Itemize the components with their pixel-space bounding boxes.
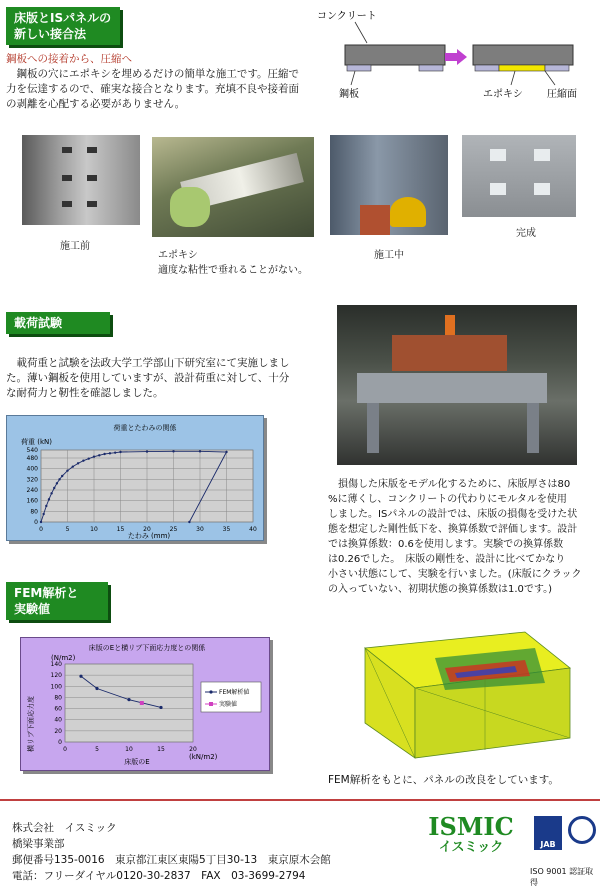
company-name: 株式会社 イスミック <box>12 822 117 834</box>
chart2-point <box>79 675 82 678</box>
steel-plate-after-right <box>545 65 569 71</box>
chart1-point <box>103 453 105 455</box>
logo-text: ISMIC <box>428 812 514 841</box>
chart2-xlabel: 床版のE <box>124 758 150 766</box>
chart1-point <box>66 469 68 471</box>
chart1-xtick: 10 <box>90 526 98 533</box>
description-line: %に薄くし、コンクリートの代わりにモルタルを使用 <box>328 494 567 505</box>
fem-caption: FEM解析をもとに、パネルの改良をしています。 <box>328 774 559 786</box>
joint-body-line: 鋼板の穴にエポキシを埋めるだけの簡単な施工です。圧縮で <box>6 68 300 80</box>
load-deflection-chart <box>6 415 264 541</box>
chart2-legend-label: 実験値 <box>219 701 238 708</box>
chart1-ytick: 240 <box>26 487 38 494</box>
photo-before-construction <box>22 135 140 225</box>
label-compression: 圧縮面 <box>547 89 577 100</box>
photo-epoxy <box>152 137 314 237</box>
caption-before: 施工前 <box>60 241 90 252</box>
photo-during-construction <box>330 135 448 235</box>
load-body-line: 載荷重と試験を法政大学工学部山下研究室にて実施しまし <box>6 357 290 369</box>
chart2-xtick: 5 <box>95 746 99 753</box>
chart1-ytick: 540 <box>26 447 38 454</box>
chart2-point <box>159 706 162 709</box>
section-heading-joint <box>6 7 120 45</box>
joint-diagram <box>315 5 600 100</box>
chart1-xtick: 30 <box>196 526 204 533</box>
load-body-line: な耐荷力と靭性を確認しました。 <box>6 387 164 399</box>
chart1-point <box>40 521 42 523</box>
load-test-body <box>6 356 306 401</box>
caption-during: 施工中 <box>374 250 404 261</box>
phone: 電話：フリーダイヤル0120-30-2837 FAX 03-3699-2794 <box>12 870 306 882</box>
chart1-point <box>188 521 190 523</box>
chart1-ytick: 320 <box>26 476 38 484</box>
joint-subtitle: 鋼板への接着から、圧縮へ <box>6 53 132 65</box>
steel-plate-right <box>419 65 443 71</box>
chart2-xtick: 0 <box>63 746 67 753</box>
chart2-plot-area <box>65 664 193 742</box>
jqa-certification-icon <box>568 816 596 844</box>
description-line: の入っていない、初期状態の換算係数は1.0です。) <box>328 584 553 595</box>
chart1-xtick: 25 <box>169 526 178 533</box>
chart2-ytick: 100 <box>50 683 62 691</box>
chart1-ytick: 400 <box>26 465 38 473</box>
chart2-title: 床版のEと横リブ下面応力度との関係 <box>88 644 206 652</box>
chart2-ytick: 40 <box>54 716 62 724</box>
chart1-xlabel: たわみ (mm) <box>127 532 171 540</box>
chart2-yunit: (N/m2) <box>51 654 76 662</box>
steel-plate-after-left <box>475 65 499 71</box>
chart1-point <box>45 505 47 507</box>
label-epoxy: エポキシ <box>483 89 523 100</box>
logo-kana: イスミック <box>438 840 504 855</box>
chart1-ytick: 80 <box>30 508 38 516</box>
chart1-ytick: 480 <box>26 455 38 462</box>
chart1-xtick: 15 <box>116 526 125 533</box>
chart1-point <box>56 482 58 484</box>
chart1-point <box>109 452 111 454</box>
section-heading-fem <box>6 582 108 620</box>
fem-heading-line-1: FEM解析と <box>14 586 79 600</box>
chart1-point <box>88 457 90 459</box>
iso-certification: ISO 9001 認証取得 <box>530 867 594 887</box>
chart2-ytick: 120 <box>50 672 62 680</box>
chart1-point <box>98 454 100 456</box>
joint-body-line: の剥離を心配する必要がありません。 <box>6 98 186 110</box>
fem-heading-line-2: 実験値 <box>14 602 51 616</box>
load-body-line: た。薄い鋼板を使用していますが、設計荷重に対して、十分 <box>6 372 290 384</box>
description-line: では換算係数：0.6を使用します。実験での換算係数 <box>328 539 564 550</box>
chart1-point <box>48 498 50 500</box>
chart2-point <box>95 687 98 690</box>
chart2-ytick: 140 <box>50 661 62 668</box>
chart1-point <box>199 450 201 452</box>
chart2-ylabel: 横リブ下面応力度 <box>27 696 35 752</box>
concrete-block-after <box>473 45 573 65</box>
joint-body-line: 力を伝達するので、確実な接合となります。充填不良や接着面 <box>6 83 299 95</box>
chart1-xtick: 20 <box>143 526 151 533</box>
load-test-description <box>328 477 600 597</box>
chart2-xtick: 15 <box>157 746 165 753</box>
description-line: 小さい状態にして、実験を行いました。(床版にクラック <box>328 569 582 580</box>
chart1-point <box>42 513 44 515</box>
chart2-xtick: 20 <box>189 746 197 753</box>
photo-complete <box>462 135 576 217</box>
chart2-xtick: 10 <box>125 746 133 753</box>
description-line: は0.26でした。 床版の剛性を、設計に比べてかなり <box>328 554 566 565</box>
chart2-ytick: 60 <box>54 705 62 713</box>
epoxy-fill <box>499 65 545 71</box>
chart1-xtick: 40 <box>249 526 257 533</box>
address: 郵便番号135-0016 東京都江東区東陽5丁目30-13 東京原木会館 <box>12 854 331 866</box>
fem-comparison-plot <box>21 638 269 770</box>
chart1-point <box>53 487 55 489</box>
chart1-point <box>146 450 148 452</box>
chart1-point <box>114 451 116 453</box>
chart1-point <box>82 459 84 461</box>
chart2-point <box>127 698 130 701</box>
chart1-ytick: 160 <box>26 497 38 505</box>
joint-body <box>6 67 306 112</box>
chart2-legend-marker <box>209 690 212 693</box>
description-line: しました。ISパネルの設計では、床版の損傷を受けた状 <box>328 509 578 520</box>
steel-plate-left <box>347 65 371 71</box>
label-concrete: コンクリート <box>317 11 377 22</box>
chart2-legend-marker <box>209 702 213 706</box>
division-name: 橋梁事業部 <box>12 838 65 850</box>
chart1-xtick: 0 <box>39 526 43 533</box>
chart1-point <box>77 462 79 464</box>
heading-line-2: 新しい接合法 <box>14 27 87 41</box>
caption-complete: 完成 <box>516 228 536 239</box>
chart2-xunit: (kN/m2) <box>189 753 218 761</box>
chart1-point <box>172 450 174 452</box>
fem-comparison-chart <box>20 637 270 771</box>
section-heading-load-test: 載荷試験 <box>6 312 110 334</box>
label-steel: 鋼板 <box>339 89 359 100</box>
footer-contact <box>12 820 331 884</box>
jab-certification-icon: JAB <box>534 816 562 850</box>
fem-model-image <box>325 628 587 766</box>
chart1-title: 荷重とたわみの関係 <box>113 424 177 432</box>
chart1-point <box>58 478 60 480</box>
photo-load-test <box>337 305 577 465</box>
chart2-ytick: 0 <box>58 739 62 746</box>
chart1-point <box>61 475 63 477</box>
description-line: 態を想定した剛性低下を、換算係数で評価します。設計 <box>328 524 578 535</box>
chart2-ytick: 80 <box>54 694 62 702</box>
concrete-block <box>345 45 445 65</box>
caption-epoxy-note: 適度な粘性で垂れることがない。 <box>158 265 308 276</box>
chart2-point <box>140 701 144 705</box>
arrow-icon <box>445 49 467 65</box>
chart1-xtick: 5 <box>65 526 70 533</box>
chart1-point <box>72 465 74 467</box>
heading-line-1: 床版とISパネルの <box>14 11 112 25</box>
chart1-ytick: 0 <box>34 519 38 526</box>
ismic-logo <box>425 814 517 855</box>
load-deflection-plot <box>7 416 263 540</box>
chart2-ytick: 20 <box>54 727 62 735</box>
caption-epoxy <box>158 248 308 278</box>
chart1-point <box>119 451 121 453</box>
chart1-point <box>50 492 52 494</box>
chart1-xtick: 35 <box>222 526 231 533</box>
chart1-point <box>93 455 95 457</box>
description-line: 損傷した床版をモデル化するために、床版厚さは80 <box>328 479 571 490</box>
chart1-ylabel: 荷重 (kN) <box>21 438 52 446</box>
chart2-legend-label: FEM解析値 <box>219 689 250 696</box>
footer-divider <box>0 799 600 801</box>
chart1-point <box>225 451 227 453</box>
caption-epoxy-title: エポキシ <box>158 250 198 261</box>
